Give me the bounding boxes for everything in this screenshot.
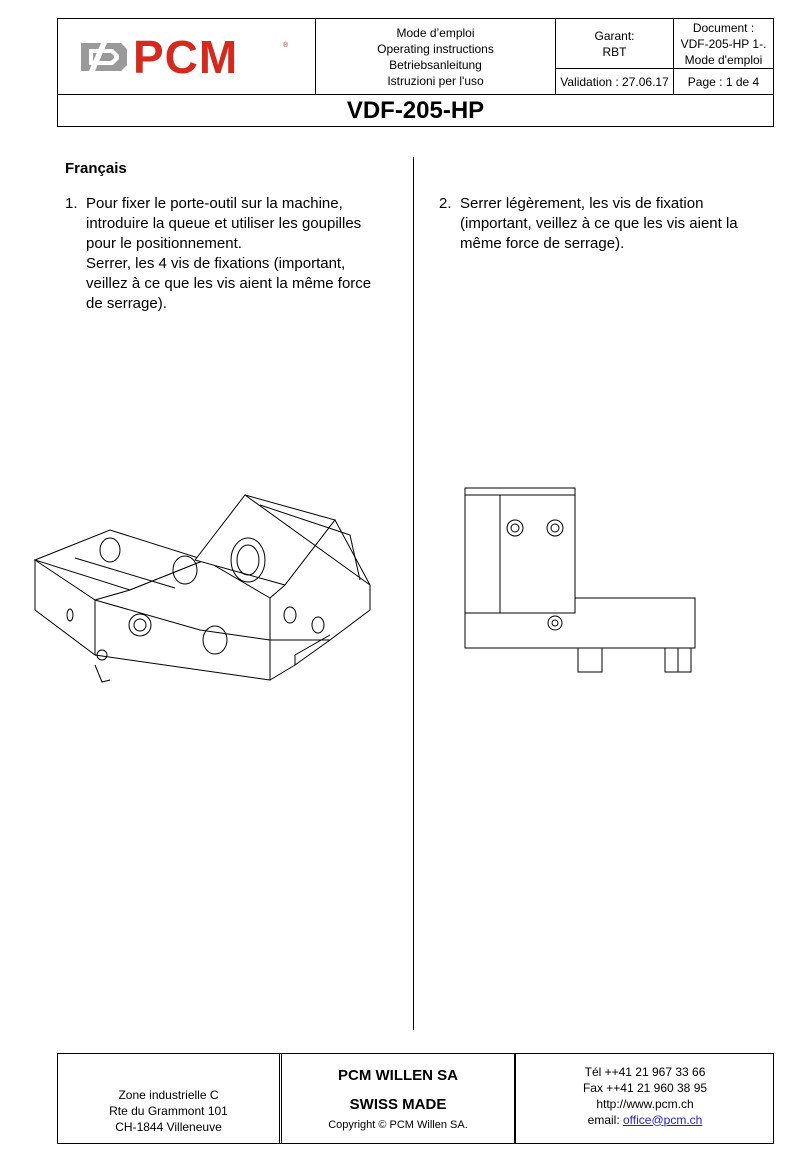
document-label: Document : [692,20,755,35]
step-text [86,194,395,314]
garant-cell [556,19,674,69]
garant-value: RBT [602,44,627,59]
document-title: VDF-205-HP [346,96,485,124]
validation-date: Validation : 27.06.17 [560,74,669,89]
pcm-logo [77,35,297,79]
manual-line-it: Istruzioni per l'uso [387,73,484,88]
logo-wordmark: PCM [132,34,238,79]
step-line: de serrage). [86,295,167,312]
step-number: 1. [65,195,78,212]
page-number-cell [674,69,773,95]
tool-holder-isometric-drawing [30,490,380,690]
pcm-emblem-icon [81,43,127,71]
title-cell [58,95,773,126]
language-section-title: Français [65,160,127,177]
step-line: introduire la queue et utiliser les goupilles [86,215,362,232]
document-footer [57,1053,774,1144]
email-label: email: [587,1112,623,1127]
company-name: PCM WILLEN SA [338,1066,458,1084]
step-line: (important, veillez à ce que les vis aient la [460,215,738,232]
logo-cell [58,19,316,95]
copyright-text: Copyright © PCM Willen SA. [328,1118,468,1131]
page-number: Page : 1 de 4 [687,74,760,89]
swiss-made-label: SWISS MADE [349,1095,447,1113]
step-text [460,194,769,254]
address-line: Rte du Grammont 101 [109,1103,228,1118]
step-line: Serrer, les 4 vis de fixations (important, [86,255,346,272]
step-line: Pour fixer le porte-outil sur la machine, [86,195,343,212]
svg-text:®: ® [282,41,288,49]
email-link[interactable]: office@pcm.ch [623,1112,703,1127]
manual-line-en: Operating instructions [377,41,494,56]
document-id: VDF-205-HP 1-. [680,36,767,51]
step-line: même force de serrage). [460,235,625,252]
step-line: veillez à ce que les vis aient la même force [86,275,372,292]
manual-line-de: Betriebsanleitung [389,57,482,72]
email-line [588,1112,703,1128]
garant-label: Garant: [594,28,635,43]
address-line: CH-1844 Villeneuve [115,1119,222,1134]
instruction-step-1 [65,194,395,314]
phone-number: Tél ++41 21 967 33 66 [584,1064,706,1079]
document-header [57,18,774,127]
address-line: Zone industrielle C [118,1087,219,1102]
tool-holder-side-drawing [460,483,710,683]
step-line: pour le positionnement. [86,235,242,252]
document-cell [674,19,773,69]
footer-company [281,1054,515,1143]
column-divider [413,157,414,1030]
step-line: Serrer légèrement, les vis de fixation [460,195,704,212]
document-type: Mode d'emploi [684,52,763,67]
step-number: 2. [439,195,452,212]
footer-address [58,1054,280,1143]
footer-contact [515,1054,774,1143]
website-link[interactable]: http://www.pcm.ch [596,1096,694,1111]
manual-languages-cell [316,19,556,95]
instruction-step-2 [439,194,769,254]
fax-number: Fax ++41 21 960 38 95 [582,1080,708,1095]
manual-line-fr: Mode d’emploi [396,25,475,40]
validation-cell [556,69,674,95]
